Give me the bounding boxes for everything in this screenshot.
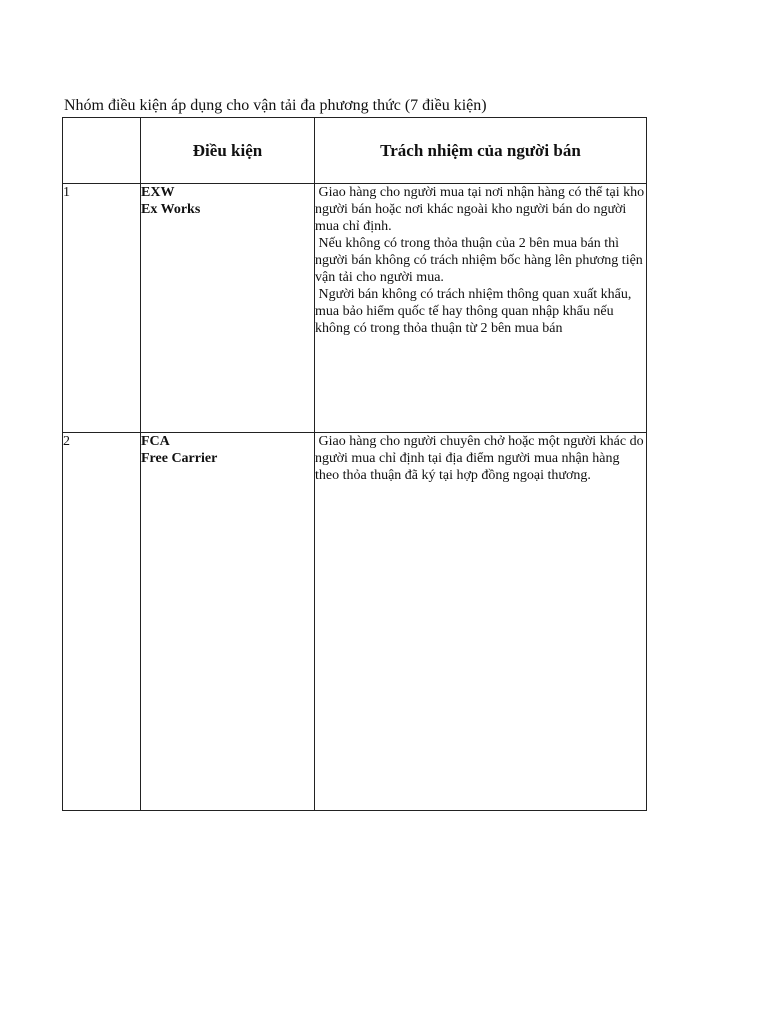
header-number xyxy=(63,118,141,184)
table-row xyxy=(63,433,647,811)
document-title: Nhóm điều kiện áp dụng cho vận tải đa phương thức (7 điều kiện) xyxy=(64,97,487,114)
incoterms-table xyxy=(62,117,647,811)
term-cell xyxy=(141,184,315,433)
responsibility-paragraph: Nếu không có trong thỏa thuận của 2 bên mua bán thì người bán không có trách nhiệm bốc hàng lên phương tiện vận tải cho người mua. xyxy=(315,236,647,285)
term-name: Free Carrier xyxy=(141,451,218,466)
responsibility-cell xyxy=(315,184,647,433)
table-row xyxy=(63,184,647,433)
term-code: EXW xyxy=(141,185,175,200)
responsibility-paragraph: Giao hàng cho người chuyên chở hoặc một người khác do người mua chỉ định tại địa điểm người mua nhận hàng theo thỏa thuận đã ký tại hợp đồng ngoại thương. xyxy=(315,434,648,483)
term-name: Ex Works xyxy=(141,202,201,217)
table-header-row xyxy=(63,118,647,184)
responsibility-paragraph: Người bán không có trách nhiệm thông quan xuất khẩu, mua bảo hiểm quốc tế hay thông quan nhập khẩu nếu không có trong thỏa thuận từ 2 bên mua bán xyxy=(315,287,635,336)
row-number: 2 xyxy=(63,433,141,811)
header-responsibility: Trách nhiệm của người bán xyxy=(315,118,647,184)
responsibility-cell xyxy=(315,433,647,811)
header-condition: Điều kiện xyxy=(141,118,315,184)
term-cell xyxy=(141,433,315,811)
row-number: 1 xyxy=(63,184,141,433)
term-code: FCA xyxy=(141,434,170,449)
responsibility-paragraph: Giao hàng cho người mua tại nơi nhận hàng có thể tại kho người bán hoặc nơi khác ngoài kho người bán do người mua chỉ định. xyxy=(315,185,648,234)
